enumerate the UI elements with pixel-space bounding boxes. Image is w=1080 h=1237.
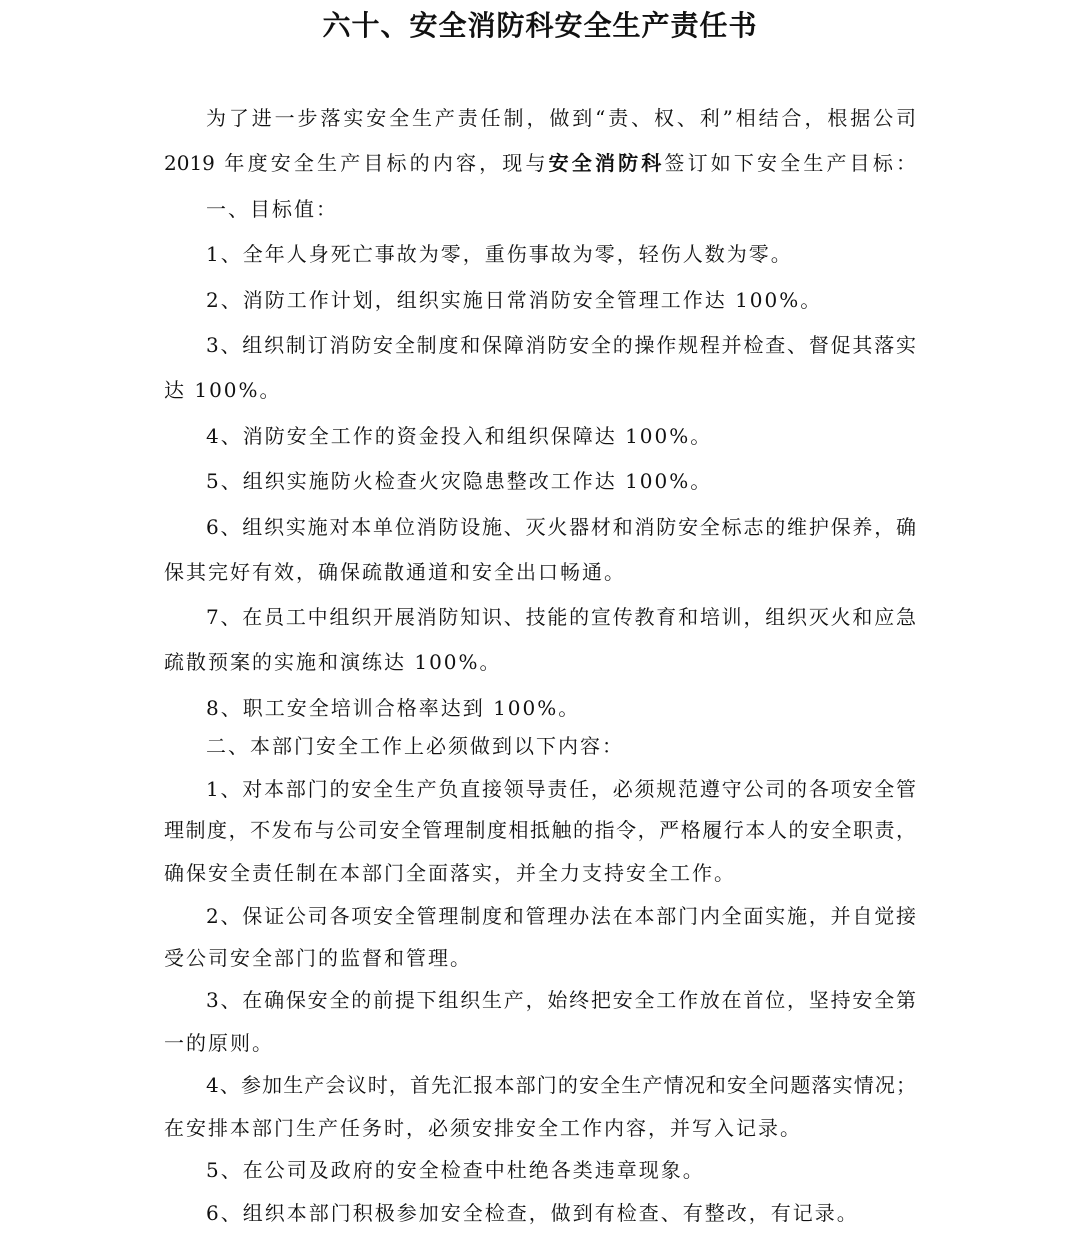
text-line: 一、目标值： [206, 197, 338, 221]
text-line: 1、全年人身死亡事故为零，重伤事故为零，轻伤人数为零。 [206, 242, 793, 266]
text-line: 受公司安全部门的监督和管理。 [164, 946, 472, 970]
text-line: 6、组织本部门积极参加安全检查，做到有检查、有整改，有记录。 [206, 1201, 859, 1225]
text-line: 7、在员工中组织开展消防知识、技能的宣传教育和培训，组织灭火和应急 [206, 605, 916, 629]
text-line: 二、本部门安全工作上必须做到以下内容： [206, 734, 624, 758]
text-line: 4、参加生产会议时，首先汇报本部门的安全生产情况和安全问题落实情况； [206, 1073, 916, 1097]
text-line: 2、消防工作计划，组织实施日常消防安全管理工作达 100%。 [206, 288, 823, 312]
text-line: 一的原则。 [164, 1031, 274, 1055]
text-line [164, 148, 916, 178]
text-line: 为了进一步落实安全生产责任制，做到“责、权、利”相结合，根据公司 [206, 106, 916, 130]
text-line: 5、在公司及政府的安全检查中杜绝各类违章现象。 [206, 1158, 705, 1182]
text-segment: 签订如下安全生产目标： [664, 151, 916, 175]
text-line: 在安排本部门生产任务时，必须安排安全工作内容，并写入记录。 [164, 1116, 802, 1140]
department-name: 安全消防科 [548, 151, 665, 175]
text-line: 达 100%。 [164, 378, 282, 402]
text-line: 3、组织制订消防安全制度和保障消防安全的操作规程并检查、督促其落实 [206, 333, 916, 357]
text-segment: 2019 年度安全生产目标的内容，现与 [164, 151, 549, 175]
text-line: 确保安全责任制在本部门全面落实，并全力支持安全工作。 [164, 861, 736, 885]
text-line: 4、消防安全工作的资金投入和组织保障达 100%。 [206, 424, 713, 448]
text-line: 保其完好有效，确保疏散通道和安全出口畅通。 [164, 560, 626, 584]
text-line: 8、职工安全培训合格率达到 100%。 [206, 696, 581, 720]
text-line: 3、在确保安全的前提下组织生产，始终把安全工作放在首位，坚持安全第 [206, 988, 916, 1012]
text-line: 1、对本部门的安全生产负直接领导责任，必须规范遵守公司的各项安全管 [206, 777, 916, 801]
text-line: 理制度，不发布与公司安全管理制度相抵触的指令，严格履行本人的安全职责， [164, 818, 916, 842]
text-line: 2、保证公司各项安全管理制度和管理办法在本部门内全面实施，并自觉接 [206, 904, 916, 928]
text-line: 疏散预案的实施和演练达 100%。 [164, 650, 502, 674]
text-line: 5、组织实施防火检查火灾隐患整改工作达 100%。 [206, 469, 713, 493]
text-line: 6、组织实施对本单位消防设施、灭火器材和消防安全标志的维护保养，确 [206, 515, 916, 539]
document-title: 六十、安全消防科安全生产责任书 [322, 9, 758, 42]
